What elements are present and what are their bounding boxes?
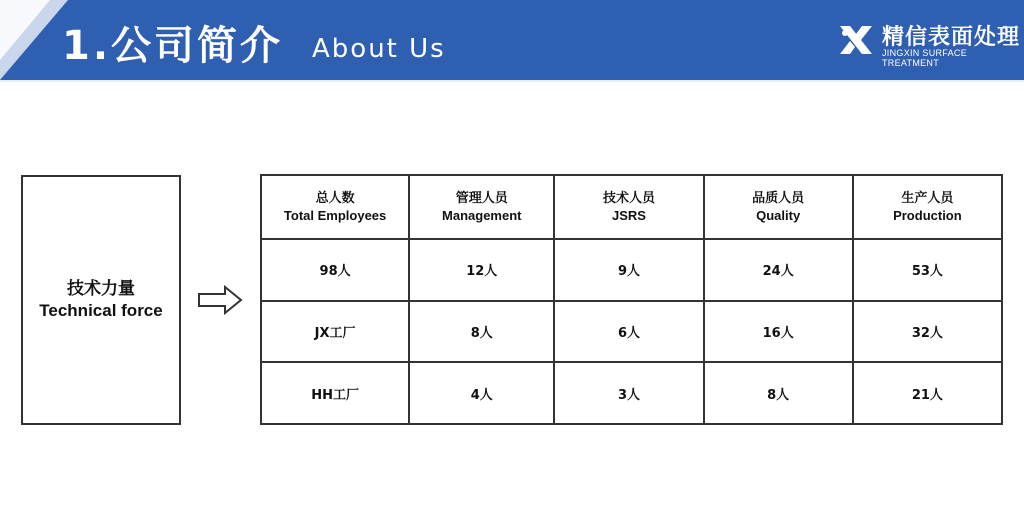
employee-table <box>260 174 1003 425</box>
table-cell: 6人 <box>554 301 703 363</box>
table-cell: 53人 <box>853 239 1002 301</box>
header-management: 管理人员 Management <box>409 175 554 239</box>
header-corner-highlight <box>0 0 50 60</box>
header-total-employees: 总人数 Total Employees <box>261 175 409 239</box>
company-name-en: JINGXIN SURFACE TREATMENT <box>882 48 968 68</box>
table-row <box>261 362 1002 424</box>
technical-force-label-cn: 技术力量 <box>67 279 135 299</box>
table-header-row <box>261 175 1002 239</box>
table-cell: 9人 <box>554 239 703 301</box>
table-cell: 12人 <box>409 239 554 301</box>
technical-force-box <box>21 175 181 425</box>
company-name: 精信表面处理 <box>882 25 1021 50</box>
table-cell: 8人 <box>704 362 853 424</box>
table-cell: 21人 <box>853 362 1002 424</box>
table-cell: 4人 <box>409 362 554 424</box>
header-production: 生产人员 Production <box>853 175 1002 239</box>
header-bar <box>0 0 1024 80</box>
header-quality: 品质人员 Quality <box>704 175 853 239</box>
table-cell: JX工厂 <box>261 301 409 363</box>
table-cell: 16人 <box>704 301 853 363</box>
table-row <box>261 239 1002 301</box>
header-divider <box>0 80 1024 82</box>
page-subtitle: About Us <box>312 34 446 64</box>
page-title: 1.公司简介 <box>62 23 284 69</box>
right-arrow-icon <box>197 285 243 315</box>
table-row <box>261 301 1002 363</box>
table-cell: 98人 <box>261 239 409 301</box>
table-cell: 8人 <box>409 301 554 363</box>
company-logo-icon <box>836 20 876 60</box>
table-cell: 24人 <box>704 239 853 301</box>
table-cell: HH工厂 <box>261 362 409 424</box>
technical-force-label-en: Technical force <box>39 301 163 320</box>
table-cell: 32人 <box>853 301 1002 363</box>
table-cell: 3人 <box>554 362 703 424</box>
header-jsrs: 技术人员 JSRS <box>554 175 703 239</box>
